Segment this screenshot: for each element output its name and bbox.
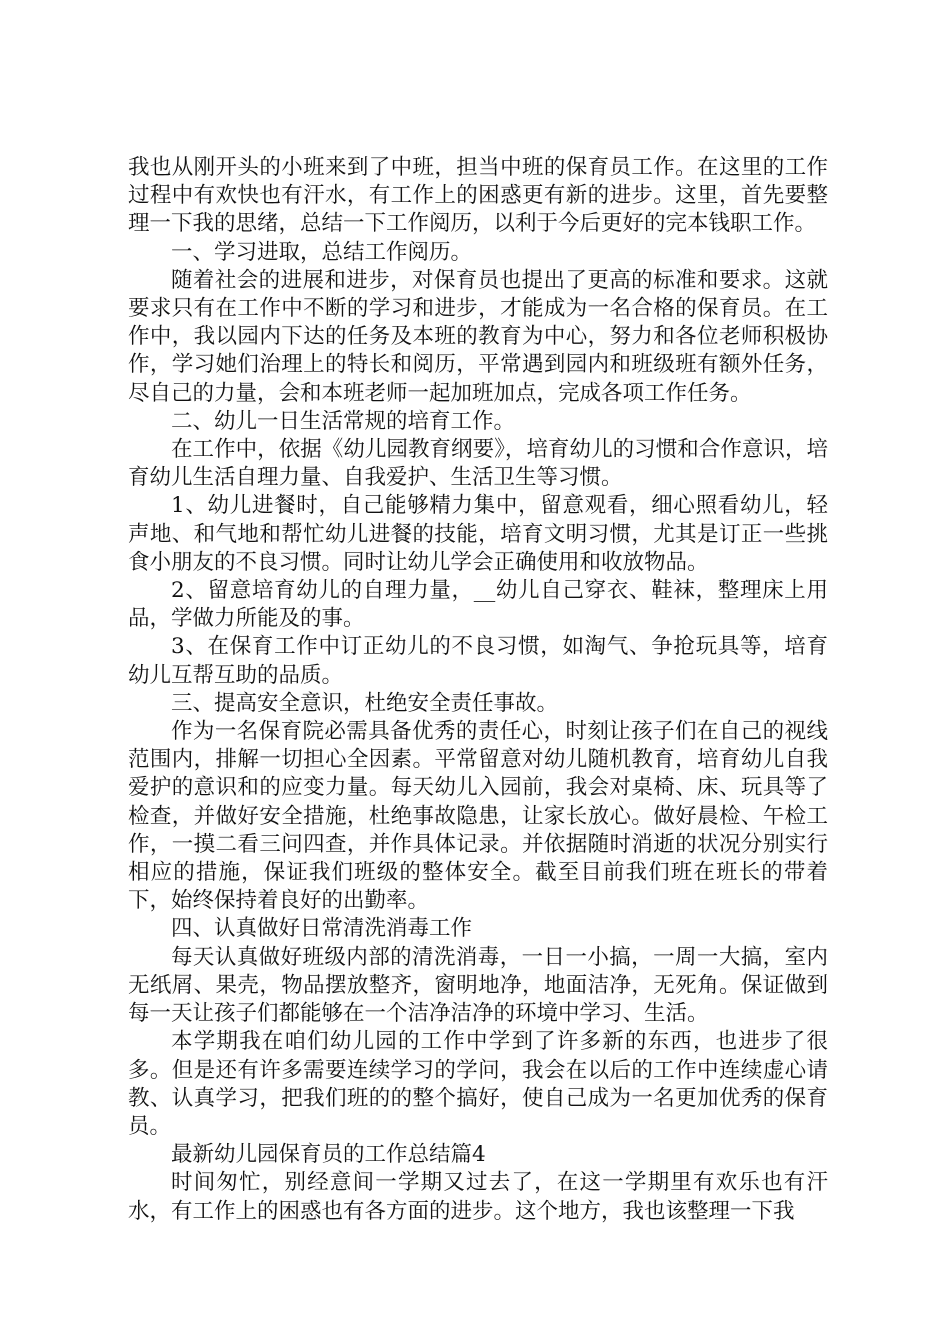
section-heading-2: 二、幼儿一日生活常规的培育工作。 bbox=[171, 408, 516, 434]
list-item-1: 1、幼儿进餐时，自己能够精力集中，留意观看，细心照看幼儿，轻声地、和气地和帮忙幼儿进餐的技能，培育文明习惯，尤其是订正一些挑食小朋友的不良习惯。同时让幼儿学会正确使用和收放物品。 bbox=[128, 493, 828, 575]
paragraph-learning: 随着社会的进展和进步，对保育员也提出了更高的标准和要求。这就要求只有在工作中不断的学习和进步，才能成为一名合格的保育员。在工作中，我以园内下达的任务及本班的教育为中心，努力和各位老师积极协作，学习她们治理上的特长和阅历，平常遇到园内和班级班有额外任务，尽自己的力量，会和本班老师一起加班加点，完成各项工作任务。 bbox=[128, 267, 828, 406]
paragraph-part-4-intro: 时间匆忙，别经意间一学期又过去了，在这一学期里有欢乐也有汗水，有工作上的困惑也有各方面的进步。这个地方，我也该整理一下我 bbox=[128, 1170, 828, 1224]
paragraph-safety: 作为一名保育院必需具备优秀的责任心，时刻让孩子们在自己的视线范围内，排解一切担心全因素。平常留意对幼儿随机教育，培育幼儿自我爱护的意识和的应变力量。每天幼儿入园前，我会对桌椅、床、玩具等了检查，并做好安全措施，杜绝事故隐患，让家长放心。做好晨检、午检工作，一摸二看三问四查，并作具体记录。并依据随时消逝的状况分别实行相应的措施，保证我们班级的整体安全。截至目前我们班在班长的带着下，始终保持着良好的出勤率。 bbox=[128, 719, 828, 914]
paragraph-daily-routine: 在工作中，依据《幼儿园教育纲要》，培育幼儿的习惯和合作意识，培育幼儿生活自理力量、自我爱护、生活卫生等习惯。 bbox=[128, 437, 828, 491]
article-title-part-4: 最新幼儿园保育员的工作总结篇4 bbox=[171, 1142, 486, 1168]
paragraph-cleaning: 每天认真做好班级内部的清洗消毒，一日一小搞，一周一大搞，室内无纸屑、果壳，物品摆放整齐，窗明地净，地面洁净，无死角。保证做到每一天让孩子们都能够在一个洁净洁净的环境中学习、生活。 bbox=[128, 944, 828, 1027]
section-heading-1: 一、学习进取，总结工作阅历。 bbox=[171, 239, 473, 265]
list-item-2: 2、留意培育幼儿的自理力量，__幼儿自己穿衣、鞋袜，整理床上用品，学做力所能及的事。 bbox=[128, 578, 828, 632]
paragraph-summary: 本学期我在咱们幼儿园的工作中学到了许多新的东西，也进步了很多。但是还有许多需要连续学习的学问，我会在以后的工作中连续虚心请教、认真学习，把我们班的的整个搞好，使自己成为一名更加优秀的保育员。 bbox=[128, 1029, 828, 1139]
section-heading-3: 三、提高安全意识，杜绝安全责任事故。 bbox=[171, 690, 559, 716]
list-item-3: 3、在保育工作中订正幼儿的不良习惯，如淘气、争抢玩具等，培育幼儿互帮互助的品质。 bbox=[128, 634, 828, 688]
document-body bbox=[128, 154, 828, 1226]
section-heading-4: 四、认真做好日常清洗消毒工作 bbox=[171, 916, 473, 942]
paragraph-intro-continued: 我也从刚开头的小班来到了中班，担当中班的保育员工作。在这里的工作过程中有欢快也有汗水，有工作上的困惑更有新的进步。这里，首先要整理一下我的思绪，总结一下工作阅历，以利于今后更好的完本钱职工作。 bbox=[128, 155, 828, 237]
